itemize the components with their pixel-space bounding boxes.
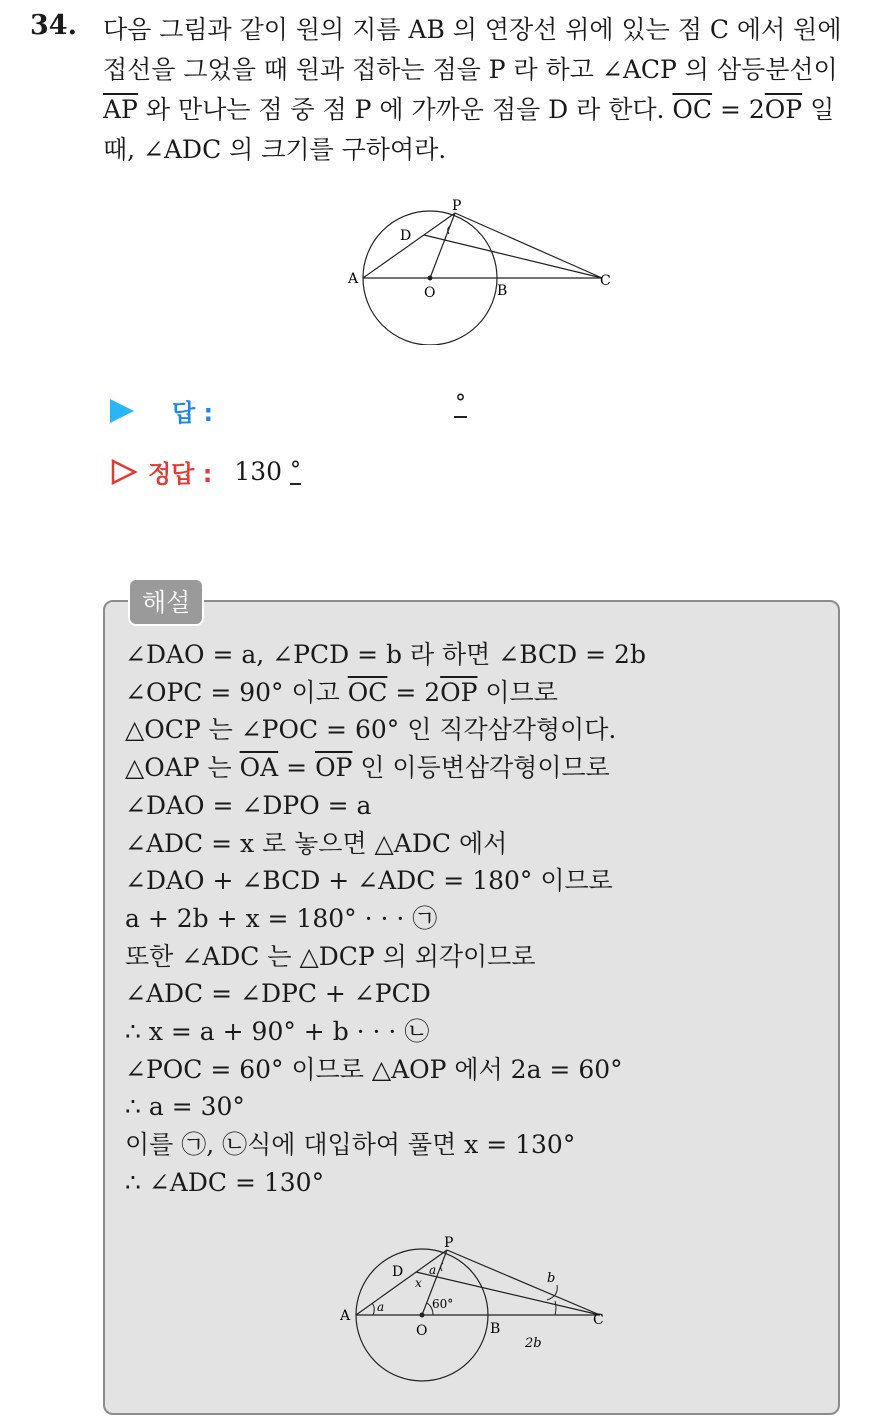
solution-figure (335, 1232, 625, 1392)
correct-answer-unit: ° (290, 458, 302, 483)
question-line: 접선을 그었을 때 원과 접하는 점을 P 라 하고 ∠ACP 의 삼등분선이 (103, 55, 838, 84)
label-p: P (452, 198, 462, 214)
angle-a-top: a (429, 1263, 437, 1277)
answer-label: 답 : (172, 399, 214, 427)
segment-oc: $\overline{OC}$ (672, 95, 713, 124)
label-a: A (340, 1308, 351, 1324)
angle-60: 60° (432, 1297, 454, 1311)
segment-op: $\overline{OP}$ (315, 753, 353, 783)
answer-unit: ° (455, 391, 466, 416)
solution-line: ∠OPC = 90° 이고 $\overline{OC} = 2\overline{OP}$ 이므로 (125, 677, 558, 707)
label-p: P (444, 1235, 454, 1251)
question-line: 때, ∠ADC 의 크기를 구하여라. (103, 135, 447, 164)
solution-line: 이를 ㉠, ㉡식에 대입하여 풀면 x = 130° (125, 1130, 576, 1160)
label-o: O (416, 1323, 428, 1339)
label-c: C (593, 1312, 604, 1328)
solution-line: ∠DAO = a, ∠PCD = b 라 하면 ∠BCD = 2b (125, 640, 646, 669)
solution-line: △OAP 는 $\overline{OA} = \overline{OP}$ 인 이등변삼각형이므로 (125, 753, 610, 783)
question-text (103, 10, 863, 170)
correct-answer-row (110, 454, 301, 489)
correct-answer-value: 130 (234, 457, 283, 486)
angle-b: b (547, 1271, 556, 1286)
label-d: D (392, 1264, 404, 1280)
label-d: D (400, 228, 412, 244)
answer-row (110, 393, 213, 428)
segment-oa: $\overline{OA}$ (239, 753, 279, 783)
angle-x: x (415, 1276, 422, 1290)
play-outline-icon (110, 458, 138, 486)
question-number: 34. (30, 10, 77, 41)
question-figure (340, 195, 620, 345)
solution-line: ∠ADC = ∠DPC + ∠PCD (125, 979, 431, 1009)
segment-op: $\overline{OP}$ (764, 95, 803, 124)
angle-a: a (377, 1300, 385, 1314)
solution-line: ∠ADC = x 로 놓으면 △ADC 에서 (125, 828, 508, 858)
label-a: A (348, 271, 359, 287)
label-c: C (600, 273, 611, 289)
solution-tag: 해설 (128, 578, 204, 626)
play-filled-icon (110, 399, 134, 423)
solution-line: ∠POC = 60° 이므로 △AOP 에서 2a = 60° (125, 1054, 623, 1084)
question-line: $\overline{AP}$ 와 만나는 점 중 점 P 에 가까운 점을 D 라 한다. $\overline{OC} = 2\overline{OP}$ 일 (103, 95, 835, 124)
solution-text (125, 636, 646, 1202)
solution-line: ∴ a = 30° (125, 1092, 245, 1122)
label-b: B (497, 283, 508, 299)
angle-2b: 2b (525, 1336, 542, 1351)
correct-answer-label: 정답 : (148, 460, 213, 488)
solution-line: ∴ ∠ADC = 130° (125, 1167, 325, 1197)
question-line: 다음 그림과 같이 원의 지름 AB 의 연장선 위에 있는 점 C 에서 원에 (103, 15, 842, 44)
segment-ap: $\overline{AP}$ (103, 95, 138, 124)
answer-blank[interactable] (454, 391, 467, 416)
segment-oc: $\overline{OC}$ (347, 677, 388, 707)
segment-op: $\overline{OP}$ (440, 677, 478, 707)
label-o: O (424, 285, 436, 301)
solution-line: ∠DAO = ∠DPO = a (125, 790, 372, 820)
solution-line: △OCP 는 ∠POC = 60° 인 직각삼각형이다. (125, 715, 617, 745)
solution-line: 또한 ∠ADC 는 △DCP 의 외각이므로 (125, 941, 536, 971)
solution-line: ∴ x = a + 90° + b · · · ㉡ (125, 1017, 430, 1047)
solution-line: ∠DAO + ∠BCD + ∠ADC = 180° 이므로 (125, 866, 613, 896)
solution-line: a + 2b + x = 180° · · · ㉠ (125, 903, 438, 933)
label-b: B (490, 1321, 501, 1337)
